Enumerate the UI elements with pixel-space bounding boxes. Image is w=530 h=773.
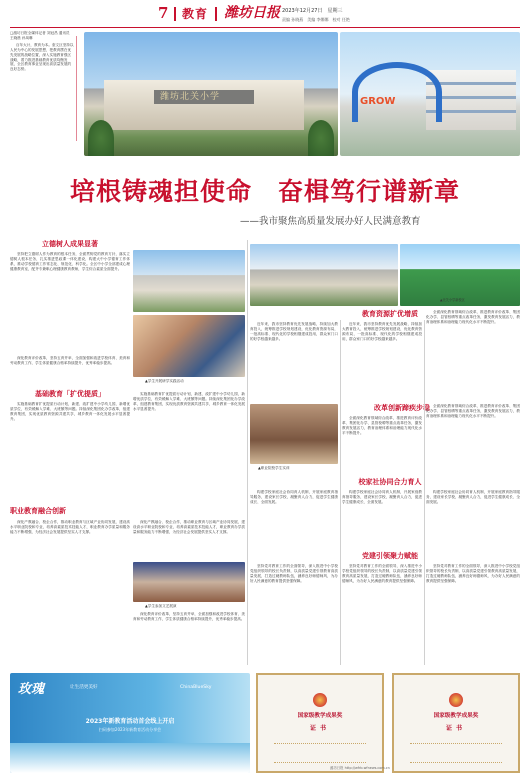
section-title: 基础教育「扩优提质」 [35, 390, 105, 398]
intro-column [10, 31, 74, 146]
photo-caption: ▲学生开展研学实践活动 [145, 379, 184, 383]
masthead-divider [215, 7, 217, 21]
section-body: 近年来，我市坚持教育优先发展战略，持续加大教育投入，统筹推进学校规划建设，优化教育资源布局，一批高标准、现代化的学校相继建成投用，群众家门口的好学校越来越多。 [250, 322, 338, 341]
award-certificate [256, 673, 384, 773]
column-divider [247, 240, 248, 665]
section-title: 校家社协同合力育人 [358, 478, 422, 486]
national-emblem-icon [313, 693, 327, 707]
section-body: 构建学校家庭社会协同育人机制，开展家庭教育指导服务，建设家长学校，凝聚育人合力，促进学生健康成长、全面发展。 [250, 490, 338, 504]
section-body-continued: 实施基础教育扩优提质行动计划，新建、改扩建中小学幼儿园，新增优质学位，有效缓解入学难、大班额等问题。持续深化集团化办学改革，组建教育集团，实现优质教育资源共建共享，城乡教育一体化发展水平显著提升。 [133, 392, 245, 411]
vocational-photo [250, 404, 338, 464]
photo-caption: ▲学生参加文艺展演 [145, 604, 177, 608]
certificate-title: 国家级教学成果奖 [433, 713, 479, 719]
newspaper-logo: 潍坊日报 [224, 5, 280, 21]
section-body: 坚持党对教育工作的全面领导，深入推进中小学校党组织领导的校长负责制，以高质量党建引领教育高质量发展，打造过硬教师队伍，涵养良好师德师风，为办好人民满意的教育提供坚强保障。 [250, 564, 338, 583]
campus-photo [133, 250, 245, 312]
section-body: 全面深化教育领域综合改革，推进教育评价改革、集团化办学、县管校聘等重点改革任务，激发教育发展活力，教育治理体系和治理能力现代化水平不断提升。 [342, 416, 422, 435]
grow-sign: GROW [360, 96, 396, 107]
section-name: 教育 [182, 7, 209, 21]
stage-photo [133, 562, 245, 602]
column-divider [424, 320, 425, 665]
tree [308, 120, 334, 156]
section-body-continued: 构建学校家庭社会协同育人机制，开展家庭教育指导服务，建设家长学校，凝聚育人合力，促进学生健康成长、全面发展。 [426, 490, 520, 504]
new-campus-photo [250, 244, 398, 306]
section-body-continued: 坚持党对教育工作的全面领导，深入推进中小学校党组织领导的校长负责制，以高质量党建引领教育高质量发展，打造过硬教师队伍，涵养良好师德师风，为办好人民满意的教育提供坚强保障。 [426, 564, 520, 583]
intro-text: 百年大计，教育为本。奎文区坚持以人民为中心的发展思想，把教育摆在优先发展的战略位置，深入实施教育强区战略，着力推进基础教育优质均衡发展，全区教育事业呈现出高质量发展的良好态势。 [10, 43, 74, 72]
section-body-continued: 深化产教融合、校企合作，推动职业教育与区域产业协同发展，建设高水平职业院校和专业，培养高素质技术技能人才，职业教育办学质量和服务能力不断增强，为经济社会发展提供坚实人才支撑。 [133, 520, 245, 534]
certificate-ornament [274, 743, 366, 763]
page-number: 7 [158, 4, 169, 22]
section-body-continued: 坚持党对教育工作的全面领导，深入推进中小学校党组织领导的校长负责制，以高质量党建引领教育高质量发展，打造过硬教师队伍，涵养良好师德师风，为办好人民满意的教育提供坚强保障。 [342, 564, 422, 583]
section-title: 党建引领聚力赋能 [362, 552, 418, 560]
national-emblem-icon [449, 693, 463, 707]
certificate-title: 国家级教学成果奖 [297, 713, 343, 719]
green-field-photo [400, 244, 520, 306]
section-body: 实施基础教育扩优提质行动计划，新建、改扩建中小学幼儿园，新增优质学位，有效缓解入学难、大班额等问题。持续深化集团化办学改革，组建教育集团，实现优质教育资源共建共享，城乡教育一体化发展水平显著提升。 [10, 402, 130, 421]
reporter-byline: □潍坊日报全媒体记者 刘冠昌 通讯员 王晓晨 孙凤琳 [10, 31, 70, 40]
section-body-continued: 全面深化教育领域综合改革，推进教育评价改革、集团化办学、县管校聘等重点改革任务，激发教育发展活力，教育治理体系和治理能力现代化水平不断提升。 [426, 310, 520, 324]
class-photo [133, 315, 245, 377]
issue-date: 2023年12月27日 星期三 [282, 8, 343, 14]
section-body-continued: 深化教育评价改革，坚持五育并举，全面加强和改进学校体育、美育和劳动教育工作，学生体质健康合格率持续提升，优秀率稳步提高。 [133, 612, 245, 621]
section-title: 改革创新蹄疾步稳 [374, 404, 430, 412]
section-body: 坚持把立德树人作为教育的根本任务，全面贯彻党的教育方针，落实立德树人根本任务，扎实推进思政课一体化建设，构建大中小学德育工作体系，推动学校德育工作常态化、规范化、科学化。全区中小学全部建成心理健康教育室，配齐专兼职心理健康教育教师，学生综合素质全面提升。 [10, 252, 130, 271]
footer-url: 潍坊日报 http://wfrb.wfnews.com.cn [330, 766, 390, 770]
main-headline: 培根铸魂担使命 奋楫笃行谱新章 [69, 177, 460, 206]
column-divider [340, 320, 341, 665]
section-title: 教育资源扩优增质 [362, 310, 418, 318]
photo-caption: ▲北关小学新校区 [440, 298, 465, 302]
section-body-continued: 全面深化教育领域综合改革，推进教育评价改革、集团化办学、县管校聘等重点改革任务，激发教育发展活力，教育治理体系和治理能力现代化水平不断提升。 [426, 404, 520, 418]
editor-credits: 责编 孙晓燕 美编 李娜娜 校对 任艳 [282, 17, 350, 22]
school-building [104, 80, 304, 130]
masthead-divider [174, 7, 176, 21]
campus-sign-photo [340, 32, 520, 156]
sub-headline: ——我市聚焦高质量发展办好人民满意教育 [240, 216, 421, 227]
photo-caption: ▲职业院校学生实训 [258, 466, 290, 470]
school-gate-sign: 潍坊北关小学 [160, 92, 221, 102]
column-divider [76, 36, 77, 141]
ad-brand: ChinaBlueSky [180, 685, 212, 690]
masthead-rule [10, 27, 520, 28]
certificate-label: 证书 [309, 725, 330, 732]
ad-slogan: 让生活更美好 [70, 685, 98, 690]
tree [88, 120, 114, 156]
certificate-ornament [410, 743, 502, 763]
section-body-continued: 构建学校家庭社会协同育人机制，开展家庭教育指导服务，建设家长学校，凝聚育人合力，促进学生健康成长、全面发展。 [342, 490, 422, 504]
ad-children-image [10, 743, 250, 773]
ad-banner [10, 673, 250, 773]
section-title: 立德树人成果显著 [42, 240, 98, 248]
ad-logo: 玫瑰 [18, 682, 45, 697]
certificate-label: 证书 [445, 725, 466, 732]
ad-subtitle: 扫码参加2023年新教育活动分享会 [98, 727, 162, 732]
grow-arch [352, 62, 442, 122]
school-gate-photo [84, 32, 338, 156]
award-certificate [392, 673, 520, 773]
section-title: 职业教育融合创新 [10, 507, 66, 515]
masthead [0, 0, 530, 34]
section-body: 深化产教融合、校企合作，推动职业教育与区域产业协同发展，建设高水平职业院校和专业，培养高素质技术技能人才，职业教育办学质量和服务能力不断增强，为经济社会发展提供坚实人才支撑。 [10, 520, 130, 534]
section-body-continued: 近年来，我市坚持教育优先发展战略，持续加大教育投入，统筹推进学校规划建设，优化教育资源布局，一批高标准、现代化的学校相继建成投用，群众家门口的好学校越来越多。 [342, 322, 422, 341]
ad-title: 2023年新教育活动首会线上开启 [85, 718, 175, 725]
section-body: 深化教育评价改革，坚持五育并举，全面加强和改进学校体育、美育和劳动教育工作，学生体质健康合格率持续提升，优秀率稳步提高。 [10, 356, 130, 365]
